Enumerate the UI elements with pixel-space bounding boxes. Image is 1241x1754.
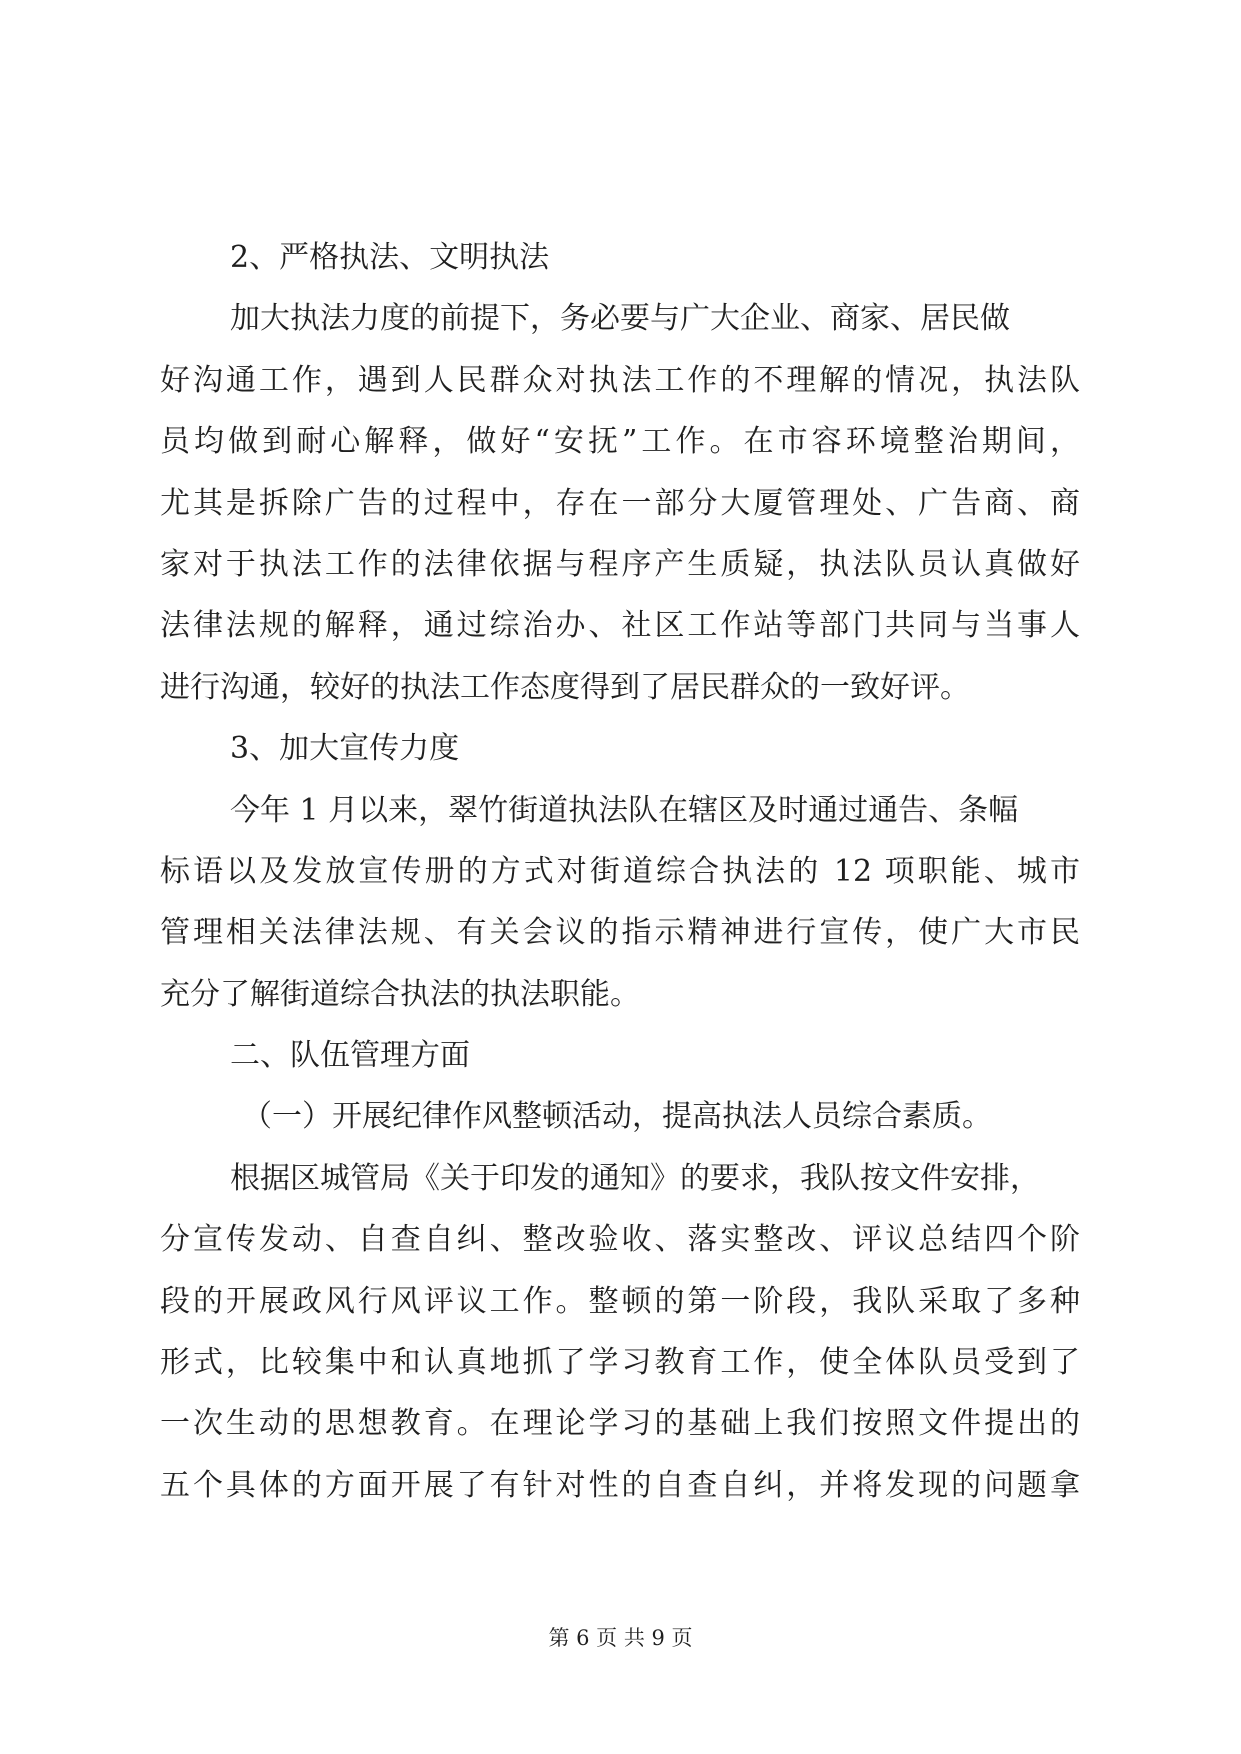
paragraph-line: 标语以及发放宣传册的方式对街道综合执法的 12 项职能、城市 <box>160 853 1080 889</box>
paragraph-line: 员均做到耐心解释，做好“安抚”工作。在市容环境整治期间， <box>160 424 1080 460</box>
paragraph-line: 法律法规的解释，通过综治办、社区工作站等部门共同与当事人 <box>160 608 1080 644</box>
paragraph-line: 尤其是拆除广告的过程中，存在一部分大厦管理处、广告商、商 <box>160 485 1080 521</box>
paragraph-line: 管理相关法律法规、有关会议的指示精神进行宣传，使广大市民 <box>160 915 1080 951</box>
paragraph-line: 家对于执法工作的法律依据与程序产生质疑，执法队员认真做好 <box>160 546 1080 582</box>
paragraph-line: 形式，比较集中和认真地抓了学习教育工作，使全体队员受到了 <box>160 1345 1080 1381</box>
paragraph-line: 段的开展政风行风评议工作。整顿的第一阶段，我队采取了多种 <box>160 1283 1080 1319</box>
paragraph-line: 好沟通工作，遇到人民群众对执法工作的不理解的情况，执法队 <box>160 362 1080 398</box>
page-footer: 第 6 页 共 9 页 <box>548 1626 693 1650</box>
heading-strict-enforcement: 2、严格执法、文明执法 <box>230 240 550 275</box>
heading-publicity: 3、加大宣传力度 <box>230 731 460 767</box>
paragraph-line: 根据区城管局《关于印发的通知》的要求，我队按文件安排， <box>230 1160 1040 1196</box>
paragraph-line: 进行沟通，较好的执法工作态度得到了居民群众的一致好评。 <box>160 669 970 705</box>
paragraph-line: 充分了解街道综合执法的执法职能。 <box>160 976 640 1012</box>
heading-team-management: 二、队伍管理方面 <box>230 1038 470 1074</box>
subheading-discipline: （一）开展纪律作风整顿活动，提高执法人员综合素质。 <box>242 1099 992 1135</box>
paragraph-line: 加大执法力度的前提下，务必要与广大企业、商家、居民做 <box>230 301 1010 337</box>
paragraph-line: 分宣传发动、自查自纠、整改验收、落实整改、评议总结四个阶 <box>160 1222 1080 1258</box>
paragraph-line: 今年 1 月以来，翠竹街道执法队在辖区及时通过通告、条幅 <box>230 792 1019 828</box>
document-body <box>160 227 1080 1516</box>
paragraph-line: 一次生动的思想教育。在理论学习的基础上我们按照文件提出的 <box>160 1406 1080 1442</box>
paragraph-line: 五个具体的方面开展了有针对性的自查自纠，并将发现的问题拿 <box>160 1467 1080 1503</box>
